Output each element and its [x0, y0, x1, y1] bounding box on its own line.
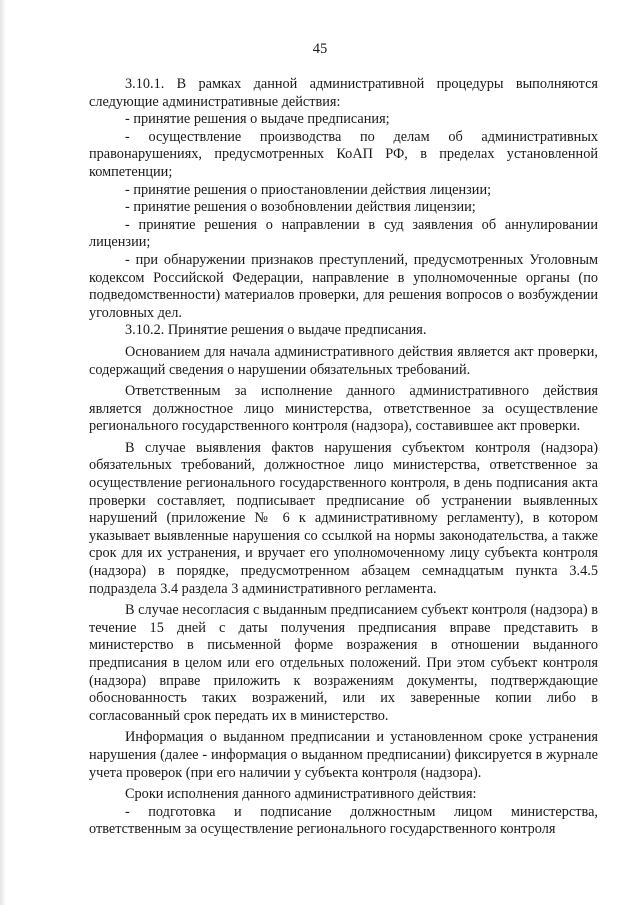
list-item-preparation: - подготовка и подписание должностным лицом министерства, ответственным за осуществление регионального государственного контроля	[89, 803, 598, 838]
paragraph-basis: Основанием для начала административного действия является акт проверки, содержащий сведения о нарушении обязательных требований.	[89, 343, 598, 378]
paragraph-responsible: Ответственным за исполнение данного административного действия является должностное лицо министерства, ответственное за осуществление регионального государственного контроля (надзора), составившее акт проверки.	[89, 383, 598, 435]
paragraph-objection: В случае несогласия с выданным предписанием субъект контроля (надзора) в течение 15 дней с даты получения предписания вправе представить в министерство в письменной форме возражения в отношении выданного предписания в целом или его отдельных положений. При этом субъект контроля (надзора) вправе приложить к возражениям документы, подтверждающие обоснованность таких возражений, или их заверенные копии либо в согласованный срок передать их в министерство.	[89, 602, 598, 724]
list-item-court-annulment: - принятие решения о направлении в суд заявления об аннулировании лицензии;	[89, 216, 598, 251]
paragraph-deadlines: Сроки исполнения данного административного действия:	[125, 786, 477, 803]
document-body	[89, 76, 598, 839]
paragraph-3-10-2: 3.10.2. Принятие решения о выдаче предписания.	[125, 322, 427, 339]
paragraph-3-10-1: 3.10.1. В рамках данной административной процедуры выполняются следующие административные действия:	[89, 76, 598, 110]
paragraph-information: Информация о выданном предписании и установленном сроке устранения нарушения (далее - информация о выданном предписании) фиксируется в журнале учета проверок (при его наличии у субъекта контроля (надзора).	[89, 729, 598, 781]
list-item-admin-offences: - осуществление производства по делам об административных правонарушениях, предусмотренных КоАП РФ, в пределах установленной компетенции;	[89, 128, 598, 180]
list-item-resume-license: - принятие решения о возобновлении действия лицензии;	[125, 199, 476, 216]
list-item-issue-order: - принятие решения о выдаче предписания;	[125, 111, 390, 128]
scan-edge	[0, 0, 6, 905]
list-item-criminal-materials: - при обнаружении признаков преступлений, предусмотренных Уголовным кодексом Российской Федерации, направление в уполномоченные органы (по подведомственности) материалов проверки, для решения вопросов о возбуждении уголовных дел.	[89, 251, 598, 321]
list-item-suspend-license: - принятие решения о приостановлении действия лицензии;	[125, 181, 492, 198]
paragraph-violations: В случае выявления фактов нарушения субъектом контроля (надзора) обязательных требований, должностное лицо министерства, ответственное за осуществление регионального государственного контроля, в день подписания акта проверки составляет, подписывает предписание об устранении выявленных нарушений (приложение № 6 к административному регламенту), в котором указывает выявленные нарушения со ссылкой на нормы законодательства, а также срок для их устранения, и вручает его уполномоченному лицу субъекта контроля (надзора) в порядке, предусмотренном абзацем семнадцатым пункта 3.4.5 подраздела 3.4 раздела 3 административного регламента.	[89, 439, 598, 597]
page-number: 45	[312, 41, 328, 57]
